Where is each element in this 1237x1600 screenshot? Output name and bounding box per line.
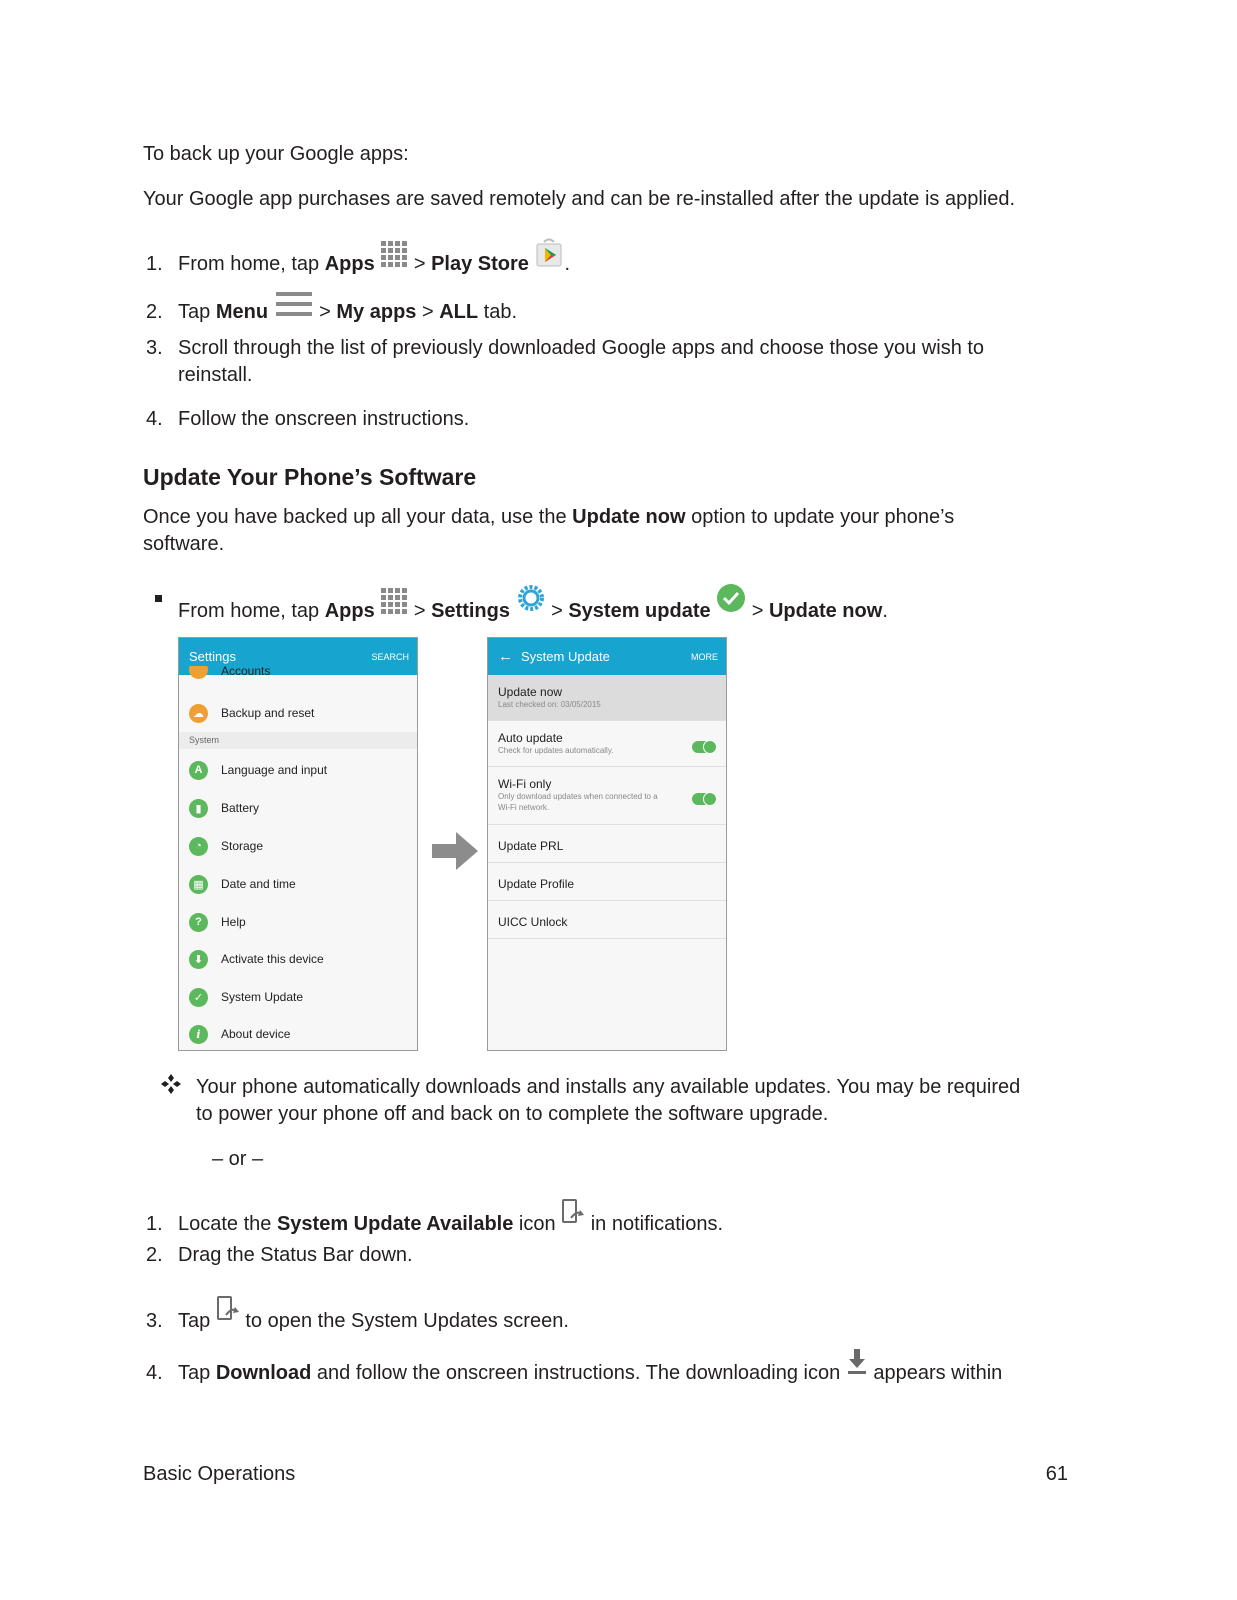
section-title: Update Your Phone’s Software xyxy=(143,464,477,490)
update-step-1: 1. Locate the System Update Available icon in notifications. xyxy=(146,1198,723,1238)
uicc-unlock-row[interactable]: UICC Unlock xyxy=(488,901,727,939)
backup-step-4: 4. Follow the onscreen instructions. xyxy=(146,408,470,430)
wifi-only-toggle[interactable] xyxy=(692,793,716,805)
settings-item-date-time[interactable]: ▦ Date and time xyxy=(179,865,418,903)
settings-screenshot xyxy=(178,637,418,1051)
intro-heading: To back up your Google apps: xyxy=(143,143,409,165)
help-icon: ? xyxy=(189,913,208,932)
backup-icon: ☁ xyxy=(189,704,208,723)
settings-item-backup[interactable]: ☁ Backup and reset xyxy=(179,694,418,732)
system-update-available-icon xyxy=(561,1198,585,1228)
activate-icon: ⬇ xyxy=(189,950,208,969)
settings-item-about[interactable]: i About device xyxy=(179,1015,418,1051)
backup-step-1: 1. From home, tap Apps > Play Store . xyxy=(146,238,570,278)
settings-cut-row: Accounts xyxy=(179,666,418,686)
calendar-icon: ▦ xyxy=(189,875,208,894)
update-step-2: 2. Drag the Status Bar down. xyxy=(146,1244,413,1266)
intro-note: Your Google app purchases are saved remotely and can be re-installed after the update is applied. xyxy=(143,188,1016,210)
or-separator: – or – xyxy=(212,1148,264,1170)
download-icon xyxy=(846,1347,868,1377)
system-update-title: System Update xyxy=(521,649,610,664)
settings-item-language[interactable]: A Language and input xyxy=(179,751,418,789)
settings-item-activate[interactable]: ⬇ Activate this device xyxy=(179,940,418,978)
settings-item-system-update[interactable]: ✓ System Update xyxy=(179,978,418,1016)
system-update-available-icon xyxy=(216,1295,240,1325)
update-now-row[interactable]: Update now Last checked on: 03/05/2015 xyxy=(488,675,727,721)
battery-icon: ▮ xyxy=(189,799,208,818)
tip-line-1: Your phone automatically downloads and installs any available updates. You may be required xyxy=(196,1076,1021,1098)
settings-item-battery[interactable]: ▮ Battery xyxy=(179,789,418,827)
system-update-title-bar xyxy=(488,638,726,675)
auto-update-toggle[interactable] xyxy=(692,741,716,753)
bullet-marker xyxy=(155,595,162,602)
play-store-icon xyxy=(534,238,564,268)
update-prl-row[interactable]: Update PRL xyxy=(488,825,727,863)
tip-line-2: to power your phone off and back on to complete the software upgrade. xyxy=(196,1103,829,1125)
system-update-screenshot xyxy=(487,637,727,1051)
update-profile-row[interactable]: Update Profile xyxy=(488,863,727,901)
more-action[interactable]: MORE xyxy=(691,651,718,662)
settings-title: Settings xyxy=(189,649,236,664)
section-desc: Once you have backed up all your data, use the Update now option to update your phone’s xyxy=(143,506,955,528)
storage-icon: ◔ xyxy=(189,837,208,856)
accounts-icon xyxy=(189,666,208,679)
settings-gear-icon xyxy=(516,583,546,613)
update-step-3: 3. Tap to open the System Updates screen. xyxy=(146,1295,569,1335)
back-arrow-icon[interactable]: ← xyxy=(498,648,513,665)
backup-step-3: 3. Scroll through the list of previously downloaded Google apps and choose those you wish to xyxy=(146,337,985,359)
system-update-icon: ✓ xyxy=(189,988,208,1007)
settings-search-action[interactable]: SEARCH xyxy=(371,651,409,662)
backup-step-2: 2. Tap Menu > My apps > ALL tab. xyxy=(146,290,517,326)
info-icon: i xyxy=(189,1025,208,1044)
auto-update-row[interactable]: Auto update Check for updates automatically. xyxy=(488,721,727,767)
settings-item-help[interactable]: ? Help xyxy=(179,903,418,941)
settings-section-system: System xyxy=(179,732,418,749)
apps-grid-icon xyxy=(380,240,408,268)
bullet-step: From home, tap Apps > Settings > System update > Update now. xyxy=(178,583,888,625)
page-number: 61 xyxy=(1045,1463,1068,1485)
wifi-only-row[interactable]: Wi-Fi only Only download updates when connected to a Wi-Fi network. xyxy=(488,767,727,825)
tip-icon xyxy=(160,1073,182,1095)
menu-icon xyxy=(274,290,314,318)
footer-section: Basic Operations xyxy=(143,1463,296,1485)
language-icon: A xyxy=(189,761,208,780)
update-step-4: 4. Tap Download and follow the onscreen instructions. The downloading icon appears within xyxy=(146,1347,1002,1387)
apps-grid-icon xyxy=(380,587,408,615)
arrow-right-icon xyxy=(430,830,480,872)
backup-step-3-cont: reinstall. xyxy=(178,364,253,386)
system-update-check-icon xyxy=(716,583,746,613)
settings-item-storage[interactable]: ◔ Storage xyxy=(179,827,418,865)
section-desc-line2: software. xyxy=(143,533,225,555)
